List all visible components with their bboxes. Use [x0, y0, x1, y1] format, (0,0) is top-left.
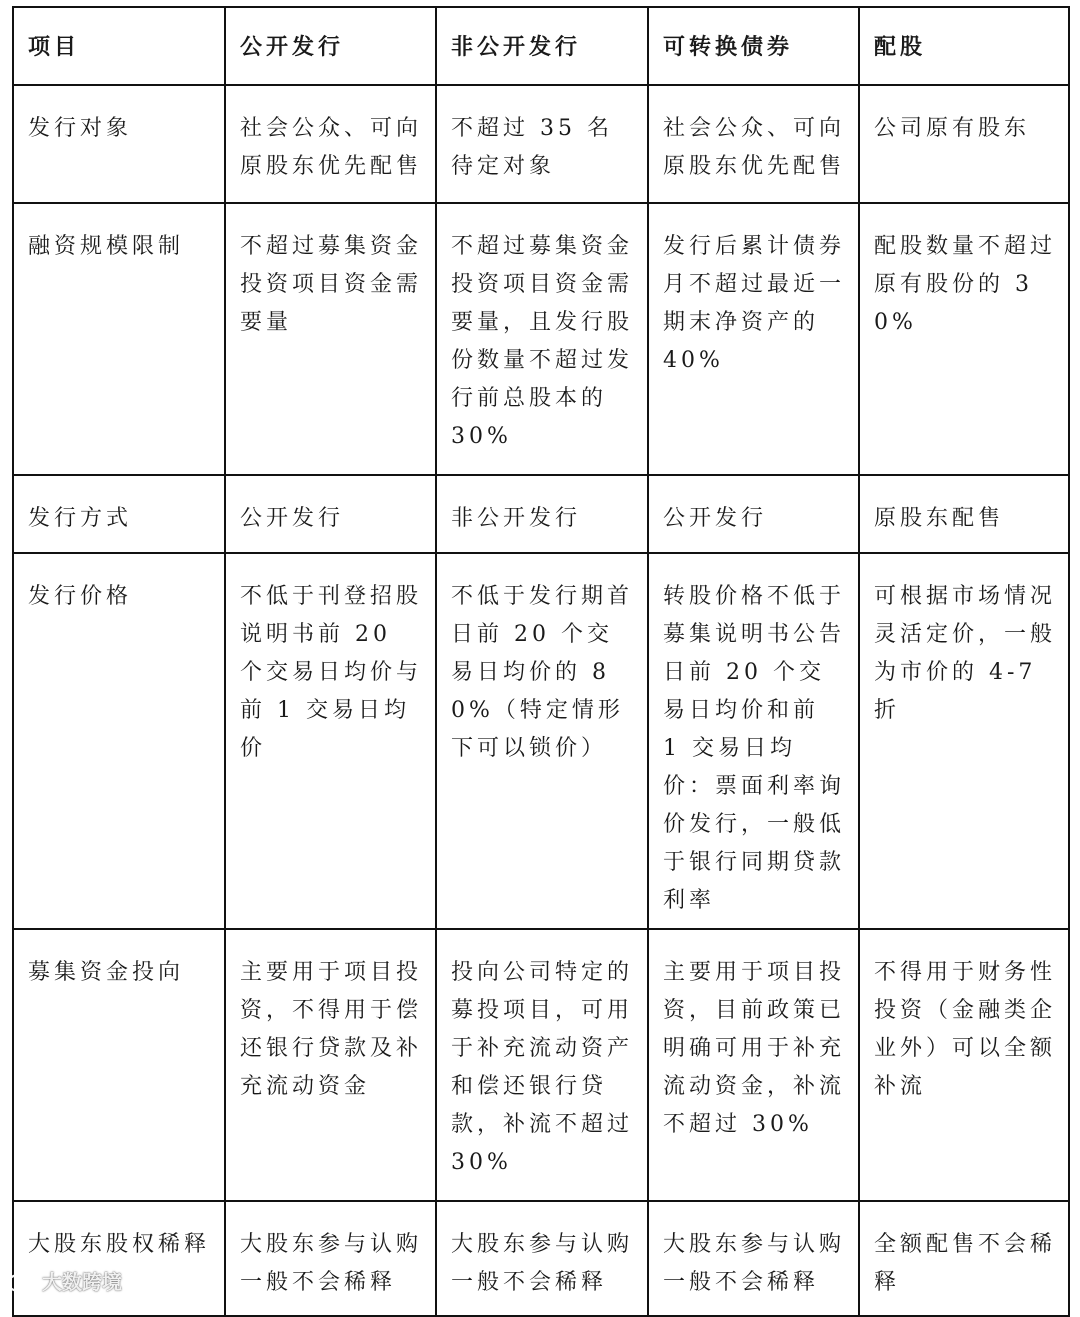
header-cell-private-placement: 非公开发行 — [436, 7, 648, 85]
table-cell: 非公开发行 — [436, 475, 648, 553]
comparison-table — [12, 6, 1070, 1317]
table-cell: 原股东配售 — [859, 475, 1069, 553]
table-cell: 大股东参与认购一般不会稀释 — [436, 1201, 648, 1316]
table-cell: 配股数量不超过原有股份的 30% — [859, 203, 1069, 475]
header-row — [13, 7, 1069, 85]
table-cell: 可根据市场情况灵活定价，一般为市价的 4-7 折 — [859, 553, 1069, 929]
table-row — [13, 85, 1069, 203]
table-cell: 公开发行 — [225, 475, 436, 553]
watermark — [6, 1266, 122, 1294]
table-cell: 不低于刊登招股说明书前 20 个交易日均价与前 1 交易日均价 — [225, 553, 436, 929]
weibo-logo-icon — [6, 1267, 36, 1293]
table-cell: 社会公众、可向原股东优先配售 — [648, 85, 859, 203]
table-cell: 投向公司特定的募投项目，可用于补充流动资产和偿还银行贷款，补流不超过 30% — [436, 929, 648, 1201]
table-cell: 不超过 35 名待定对象 — [436, 85, 648, 203]
table-row — [13, 475, 1069, 553]
table-cell: 不得用于财务性投资（金融类企业外）可以全额补流 — [859, 929, 1069, 1201]
table-cell: 转股价格不低于募集说明书公告日前 20 个交易日均价和前 1 交易日均价：票面利率询价发行，一般低于银行同期贷款利率 — [648, 553, 859, 929]
row-label: 发行方式 — [13, 475, 225, 553]
table-cell: 公司原有股东 — [859, 85, 1069, 203]
table-cell: 大股东参与认购一般不会稀释 — [648, 1201, 859, 1316]
table-row — [13, 553, 1069, 929]
row-label: 融资规模限制 — [13, 203, 225, 475]
header-cell-item: 项目 — [13, 7, 225, 85]
row-label: 发行对象 — [13, 85, 225, 203]
header-cell-convertible-bond: 可转换债券 — [648, 7, 859, 85]
table-cell: 发行后累计债券月不超过最近一期末净资产的 40% — [648, 203, 859, 475]
table-cell: 不超过募集资金投资项目资金需要量 — [225, 203, 436, 475]
table-row — [13, 203, 1069, 475]
row-label: 发行价格 — [13, 553, 225, 929]
row-label: 募集资金投向 — [13, 929, 225, 1201]
table-cell: 大股东参与认购一般不会稀释 — [225, 1201, 436, 1316]
table-cell: 全额配售不会稀释 — [859, 1201, 1069, 1316]
header-cell-rights-issue: 配股 — [859, 7, 1069, 85]
header-cell-public-offering: 公开发行 — [225, 7, 436, 85]
table-row — [13, 929, 1069, 1201]
table-cell: 主要用于项目投资，目前政策已明确可用于补充流动资金，补流不超过 30% — [648, 929, 859, 1201]
table-cell: 主要用于项目投资，不得用于偿还银行贷款及补充流动资金 — [225, 929, 436, 1201]
table-cell: 不低于发行期首日前 20 个交易日均价的 80%（特定情形下可以锁价） — [436, 553, 648, 929]
table-cell: 社会公众、可向原股东优先配售 — [225, 85, 436, 203]
table-cell: 不超过募集资金投资项目资金需要量，且发行股份数量不超过发行前总股本的 30% — [436, 203, 648, 475]
watermark-text: 大数跨境 — [42, 1269, 122, 1294]
row-label: 大股东股权稀释 — [13, 1201, 225, 1316]
table-row — [13, 1201, 1069, 1316]
table-cell: 公开发行 — [648, 475, 859, 553]
